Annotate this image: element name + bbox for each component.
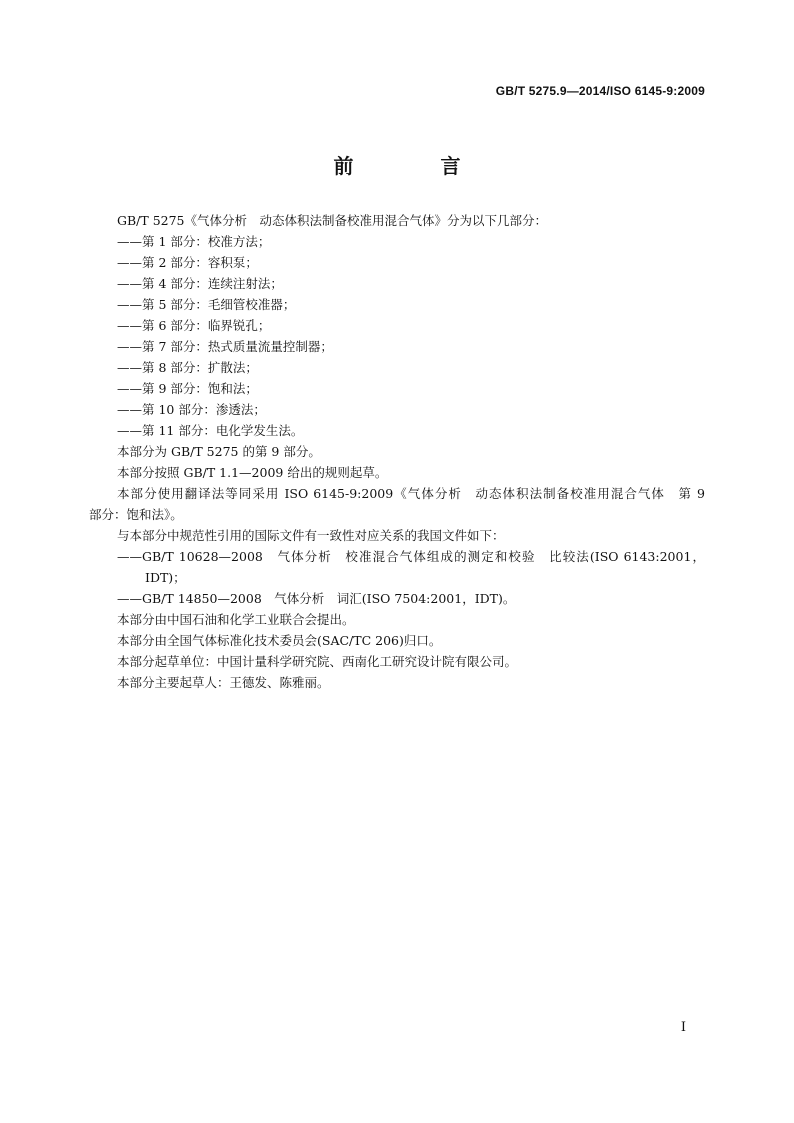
part-list-item: ——第 10 部分：渗透法； xyxy=(117,402,266,417)
reference-list-item: ——GB/T 10628—2008 气体分析 校准混合气体组成的测定和校验 比较法(ISO 6143:2001，IDT)； xyxy=(117,549,705,585)
statement-translation-continued: 部分：饱和法》。 xyxy=(89,507,183,522)
statement-proposed-by: 本部分由中国石油和化学工业联合会提出。 xyxy=(117,612,355,627)
statement-translation: 本部分使用翻译法等同采用 ISO 6145-9:2009《气体分析 动态体积法制备校准用混合气体 第 9 xyxy=(117,486,705,501)
page-number: I xyxy=(680,1020,686,1035)
part-list-item: ——第 11 部分：电化学发生法。 xyxy=(117,423,304,438)
statement-drafters: 本部分主要起草人：王德发、陈雅丽。 xyxy=(117,675,330,690)
statement-drafting-units: 本部分起草单位：中国计量科学研究院、西南化工研究设计院有限公司。 xyxy=(117,654,518,669)
statement-part-number: 本部分为 GB/T 5275 的第 9 部分。 xyxy=(117,444,321,459)
part-list-item: ——第 7 部分：热式质量流量控制器； xyxy=(117,339,333,354)
reference-list-item: ——GB/T 14850—2008 气体分析 词汇(ISO 7504:2001，IDT)。 xyxy=(117,591,516,606)
part-list-item: ——第 6 部分：临界锐孔； xyxy=(117,318,271,333)
part-list-item: ——第 5 部分：毛细管校准器； xyxy=(117,297,296,312)
header-standard-code: GB/T 5275.9—2014/ISO 6145-9:2009 xyxy=(495,84,705,98)
page-title: 前 言 xyxy=(333,154,501,178)
foreword-content xyxy=(89,210,705,693)
part-list-item: ——第 8 部分：扩散法； xyxy=(117,360,258,375)
part-list-item: ——第 1 部分：校准方法； xyxy=(117,234,271,249)
part-list-item: ——第 2 部分：容积泵； xyxy=(117,255,258,270)
part-list-item: ——第 9 部分：饱和法； xyxy=(117,381,258,396)
part-list-item: ——第 4 部分：连续注射法； xyxy=(117,276,283,291)
statement-centralized-by: 本部分由全国气体标准化技术委员会(SAC/TC 206)归口。 xyxy=(117,633,442,648)
statement-drafting-rules: 本部分按照 GB/T 1.1—2009 给出的规则起草。 xyxy=(117,465,388,480)
intro-paragraph: GB/T 5275《气体分析 动态体积法制备校准用混合气体》分为以下几部分： xyxy=(117,213,548,228)
statement-correspondence: 与本部分中规范性引用的国际文件有一致性对应关系的我国文件如下： xyxy=(117,528,505,543)
